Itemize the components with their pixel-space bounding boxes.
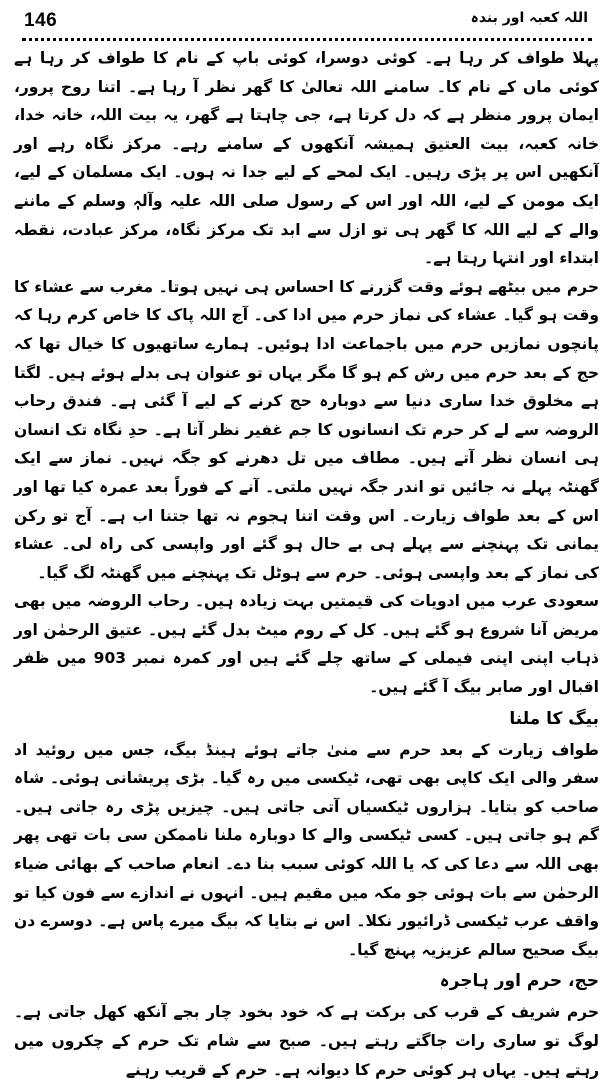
page-number: 146	[24, 10, 58, 31]
paragraph-tawaf: پہلا طواف کر رہا ہے۔ کوئی دوسرا، کوئی باپ کے نام کا طواف کر رہا ہے کوئی ماں کے نام کا۔ سامنے اللہ تعالیٰ کا گھر نظر آ رہا ہے۔ اتنا روح پرور، ایمان پرور منظر ہے کہ دل کرتا ہے، جی چاہتا ہے گھر، یہ بیت اللہ، خانہ خدا، خانہ کعبہ، بیت العتیق ہمیشہ آنکھوں کے سامنے رہے۔ مرکز نگاہ رہے اور آنکھیں اس پر پڑی رہیں۔ ایک لمحے کے لیے جدا نہ ہوں۔ ایک مسلمان کے لیے، ایک مومن کے لیے، اللہ اور اس کے رسول صلی اللہ علیہ وآلہٖ وسلم کے ماننے والے کے لیے اللہ کا گھر ہی تو ازل سے ابد تک مرکز نگاہ، مرکز عبادت، نقطہ ابتداء اور انتہا رہتا ہے۔	[14, 49, 599, 268]
page-body	[14, 44, 599, 1084]
header-divider	[22, 38, 592, 41]
paragraph-haram-crowd: حرم میں بیٹھے ہوئے وقت گزرنے کا احساس ہی نہیں ہوتا۔ مغرب سے عشاء کا وقت ہو گیا۔ عشاء کی نماز حرم میں ادا کی۔ آج اللہ پاک کا خاص کرم رہا کہ پانچوں نمازیں حرم میں باجماعت ادا ہوئیں۔ ہمارے ساتھیوں کا خیال تھا کہ حج کے بعد حرم میں رش کم ہو گا مگر یہاں تو عنوان ہی بدلے ہوئے ہیں۔ لگتا ہے مخلوق خدا ساری دنیا سے دوبارہ حج کرنے کے لیے آ گئی ہے۔ فندق رحاب الروضہ سے لے کر حرم تک انسانوں کا جم غفیر نظر آتا ہے۔ حدِ نگاہ تک انسان ہی انسان نظر آتے ہیں۔ مطاف میں تل دھرنے کو جگہ نہیں۔ نماز سے ایک گھنٹہ پہلے نہ جائیں تو اندر جگہ نہیں ملتی۔ آنے کے فوراً بعد عمرہ کیا تھا اور اس کے بعد طواف زیارت۔ اس وقت اتنا ہجوم نہ تھا جتنا اب ہے۔ آج تو رکن یمانی تک پہنچنے سے پہلے ہی بے حال ہو گئے اور واپسی کی راہ لی۔ عشاء کی نماز کے بعد واپسی ہوئی۔ حرم سے ہوٹل تک پہنچنے میں گھنٹہ لگ گیا۔	[14, 277, 599, 582]
section-heading-bag-found: بیگ کا ملنا	[509, 708, 599, 729]
paragraph-haram-blessing: حرم شریف کے قرب کی برکت ہے کہ خود بخود چار بجے آنکھ کھل جاتی ہے۔ لوگ تو ساری رات جاگتے رہتے ہیں۔ صبح سے شام تک حرم کے چکروں میں رہتے ہیں۔ یہاں ہر کوئی حرم کا دیوانہ ہے۔ حرم کے قریب رہنے	[14, 1003, 599, 1079]
page-header	[22, 6, 592, 36]
section-heading-hajj-haram-hajra: حج، حرم اور ہاجرہ	[439, 971, 599, 992]
paragraph-bag-found: طواف زیارت کے بعد حرم سے منیٰ جاتے ہوئے ہینڈ بیگ، جس میں روئید اد سفر والی ایک کاپی بھی تھی، ٹیکسی میں رہ گیا۔ بڑی پریشانی ہوئی۔ شاہ صاحب کو بتایا۔ ہزاروں ٹیکسیاں آتی جاتی ہیں۔ چیزیں پڑی رہ جاتی ہیں۔ گم ہو جاتی ہیں۔ کسی ٹیکسی والے کا دوبارہ ملنا ناممکن سی بات تھی پھر بھی اللہ سے دعا کی کہ یا اللہ کوئی سبب بنا دے۔ انعام صاحب کے بھائی ضیاء الرحمٰن سے بات ہوئی جو مکہ میں مقیم ہیں۔ انہوں نے اندازے سے فون کیا تو واقف عرب ٹیکسی ڈرائیور نکلا۔ اس نے بتایا کہ بیگ میرے پاس ہے۔ دوسرے دن بیگ صحیح سالم عزیزیہ پہنچ گیا۔	[14, 740, 599, 959]
running-title: اللہ کعبہ اور بندہ	[470, 10, 588, 26]
paragraph-medicines-roommates: سعودی عرب میں ادویات کی قیمتیں بہت زیادہ ہیں۔ رحاب الروضہ میں بھی مریض آنا شروع ہو گئے ہیں۔ کل کے روم میٹ بدل گئے ہیں۔ عتیق الرحمٰن اور ذہاب اپنی اپنی فیملی کے ساتھ چلے گئے ہیں اور کمرہ نمبر 903 میں ظفر اقبال اور صابر بیگ آ گئے ہیں۔	[14, 592, 600, 697]
